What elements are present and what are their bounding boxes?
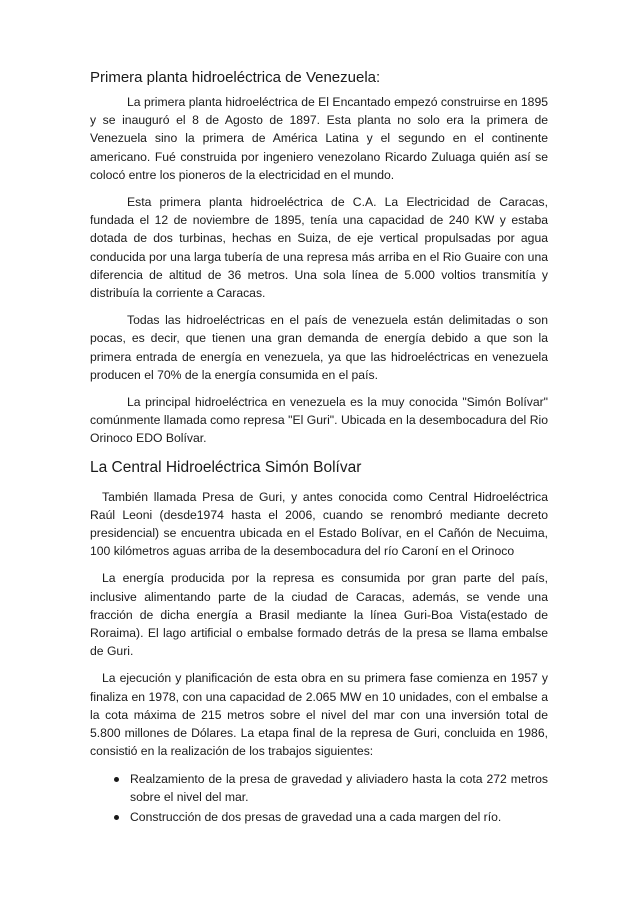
bullet-icon: [114, 815, 119, 820]
bullet-icon: [114, 777, 119, 782]
document-page: [90, 68, 548, 828]
bullet-list: [90, 770, 548, 827]
section-heading-primera-planta: Primera planta hidroeléctrica de Venezuela:: [90, 69, 381, 86]
paragraph: Todas las hidroeléctricas en el país de venezuela están delimitadas o son pocas, es decir, que tienen una gran demanda de energía debido a que son la primera entrada de energía en venezuela, ya que las hidroeléctricas en venezuela producen el 70% de la energía consumida en el país.: [90, 313, 548, 382]
list-item-text: Construcción de dos presas de gravedad una a cada margen del río.: [130, 809, 502, 824]
paragraph: También llamada Presa de Guri, y antes conocida como Central Hidroeléctrica Raúl Leoni (desde1974 hasta el 2006, cuando se renombró mediante decreto presidencial) se encuentra ubicada en el Estado Bolívar, en el Cañón de Necuima, 100 kilómetros aguas arriba de la desembocadura del río Caroní en el Orinoco: [90, 489, 548, 559]
paragraph: La ejecución y planificación de esta obra en su primera fase comienza en 1957 y finaliza en 1978, con una capacidad de 2.065 MW en 10 unidades, con el embalse a la cota máxima de 215 metros sobre el nivel del mar con una inversión total de 5.800 millones de Dólares. La etapa final de la represa de Guri, concluida en 1986, consistió en la realización de los trabajos siguientes:: [90, 671, 548, 759]
section-heading-central-simon-bolivar: La Central Hidroeléctrica Simón Bolívar: [90, 458, 362, 476]
paragraph: La primera planta hidroeléctrica de El Encantado empezó construirse en 1895 y se inauguró el 8 de Agosto de 1897. Esta planta no solo era la primera de Venezuela sino la primera de América Latina y el segundo en el continente americano. Fué construida por ingeniero venezolano Ricardo Zuluaga quién así se colocó entre los pioneros de la electricidad en el mundo.: [90, 95, 548, 182]
list-item: [90, 770, 548, 806]
list-item-text: Realzamiento de la presa de gravedad y aliviadero hasta la cota 272 metros sobre el nivel del mar.: [130, 771, 548, 804]
paragraph: La energía producida por la represa es consumida por gran parte del país, inclusive alimentando parte de la ciudad de Caracas, además, se vende una fracción de dicha energía a Brasil mediante la línea Guri-Boa Vista(estado de Roraima). El lago artificial o embalse formado detrás de la presa se llama embalse de Guri.: [90, 571, 548, 659]
list-item: [90, 808, 548, 826]
paragraph: La principal hidroeléctrica en venezuela es la muy conocida "Simón Bolívar" comúnmente llamada como represa "El Guri". Ubicada en la desembocadura del Rio Orinoco EDO Bolívar.: [90, 395, 548, 446]
paragraph: Esta primera planta hidroeléctrica de C.A. La Electricidad de Caracas, fundada el 12 de noviembre de 1895, tenía una capacidad de 240 KW y estaba dotada de dos turbinas, hechas en Suiza, de eje vertical propulsadas por agua conducida por una larga tubería de una represa más arriba en el Rio Guaire con una diferencia de altitud de 36 metros. Una sola línea de 5.000 voltios transmitía y distribuía la corriente a Caracas.: [90, 195, 548, 301]
